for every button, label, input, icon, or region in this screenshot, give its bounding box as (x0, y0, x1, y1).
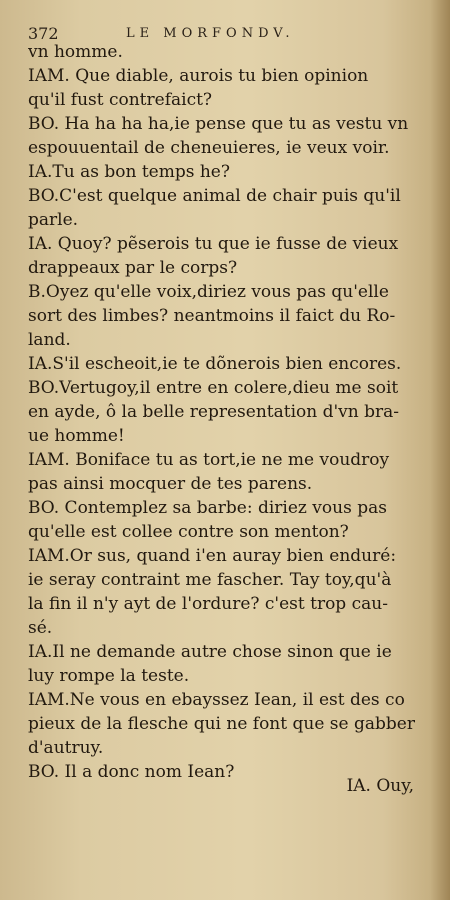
text-line: ie seray contraint me fascher. Tay toy,qu'à (28, 570, 392, 590)
text-line: IA.S'il escheoit,ie te dõnerois bien encores. (28, 354, 402, 374)
text-line: drappeaux par le corps? (28, 258, 238, 278)
text-line: sé. (28, 618, 53, 638)
text-line: BO. Il a donc nom Iean? (28, 762, 235, 782)
text-line: IA. Quoy? pẽserois tu que ie fusse de vieux (28, 234, 399, 254)
text-line: qu'il fust contrefaict? (28, 90, 213, 110)
text-line: BO. Ha ha ha ha,ie pense que tu as vestu vn (28, 114, 409, 134)
text-line: BO. Contemplez sa barbe: diriez vous pas (28, 498, 387, 518)
text-line: sort des limbes? neantmoins il faict du Ro- (28, 306, 396, 326)
running-title: LE MORFONDV. (126, 26, 295, 41)
text-line: parle. (28, 210, 79, 230)
text-line: la fin il n'y ayt de l'ordure? c'est trop cau- (28, 594, 388, 614)
text-line: ue homme! (28, 426, 125, 446)
text-line: luy rompe la teste. (28, 666, 190, 686)
text-line: IAM.Ne vous en ebayssez Iean, il est des co (28, 690, 405, 710)
text-line: espouuentail de cheneuieres, ie veux voir. (28, 138, 390, 158)
text-line: IAM.Or sus, quand i'en auray bien enduré: (28, 546, 397, 566)
text-line: d'autruy. (28, 738, 104, 758)
text-line: qu'elle est collee contre son menton? (28, 522, 349, 542)
text-line: BO.Vertugoy,il entre en colere,dieu me soit (28, 378, 399, 398)
text-line: en ayde, ô la belle representation d'vn bra- (28, 402, 400, 422)
page-number: 372 (28, 24, 59, 43)
catchword: IA. Ouy, (346, 776, 414, 796)
text-line: IAM. Boniface tu as tort,ie ne me voudroy (28, 450, 390, 470)
text-line: pas ainsi mocquer de tes parens. (28, 474, 313, 494)
dialogue-text (28, 40, 424, 784)
text-line: land. (28, 330, 71, 350)
text-line: vn homme. (28, 42, 123, 62)
text-line: BO.C'est quelque animal de chair puis qu'il (28, 186, 401, 206)
text-line: B.Oyez qu'elle voix,diriez vous pas qu'elle (28, 282, 389, 302)
text-line: IAM. Que diable, aurois tu bien opinion (28, 66, 369, 86)
text-line: IA.Il ne demande autre chose sinon que ie (28, 642, 392, 662)
text-line: pieux de la flesche qui ne font que se gabber (28, 714, 415, 734)
text-line: IA.Tu as bon temps he? (28, 162, 230, 182)
